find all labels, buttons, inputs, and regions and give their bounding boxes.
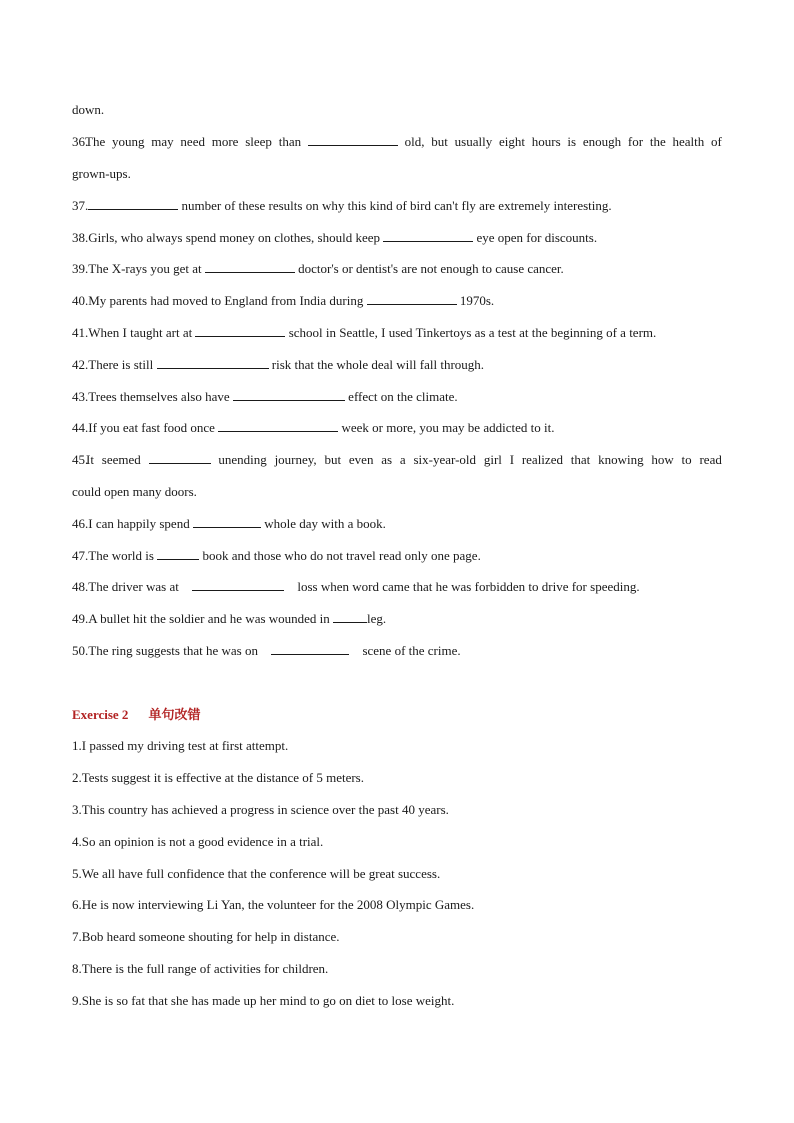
question-48: 48.The driver was at loss when word came that he was forbidden to drive for speeding. [72, 579, 640, 594]
correction-item: 6.He is now interviewing Li Yan, the volunteer for the 2008 Olympic Games. [72, 897, 475, 912]
answer-blank[interactable] [192, 578, 284, 591]
answer-blank[interactable] [233, 388, 345, 401]
exercise-subtitle: 单句改错 [148, 708, 201, 723]
question-47: 47.The world is book and those who do not travel read only one page. [72, 548, 481, 563]
question-39: 39.The X-rays you get at doctor's or dentist's are not enough to cause cancer. [72, 261, 564, 276]
question-49: 49.A bullet hit the soldier and he was wounded in leg. [72, 611, 387, 626]
correction-item: 9.She is so fat that she has made up her mind to go on diet to lose weight. [72, 993, 455, 1008]
question-42: 42.There is still risk that the whole deal will fall through. [72, 357, 485, 372]
continuation-line: down. [72, 102, 105, 117]
section-heading [72, 706, 200, 725]
answer-blank[interactable] [271, 642, 349, 655]
answer-blank[interactable] [333, 610, 367, 623]
question-45: 45. It seemed unending journey, but even as a six-year-old girl I realized that knowing how to read [72, 452, 722, 467]
answer-blank[interactable] [205, 260, 295, 273]
question-46: 46.I can happily spend whole day with a book. [72, 516, 386, 531]
question-50: 50.The ring suggests that he was on scene of the crime. [72, 643, 461, 658]
answer-blank[interactable] [157, 547, 199, 560]
question-41: 41.When I taught art at school in Seattle, I used Tinkertoys as a test at the beginning of a term. [72, 325, 657, 340]
answer-blank[interactable] [383, 229, 473, 242]
answer-blank[interactable] [149, 451, 211, 464]
correction-item: 3.This country has achieved a progress in science over the past 40 years. [72, 802, 449, 817]
correction-item: 5.We all have full confidence that the conference will be great success. [72, 866, 441, 881]
exercise-title: Exercise 2 [72, 707, 129, 722]
question-45-continuation: could open many doors. [72, 484, 197, 499]
correction-item: 7.Bob heard someone shouting for help in distance. [72, 929, 340, 944]
question-40: 40.My parents had moved to England from India during 1970s. [72, 293, 495, 308]
correction-item: 4.So an opinion is not a good evidence in a trial. [72, 834, 324, 849]
question-43: 43.Trees themselves also have effect on the climate. [72, 389, 458, 404]
answer-blank[interactable] [218, 419, 338, 432]
answer-blank[interactable] [308, 133, 398, 146]
question-38: 38.Girls, who always spend money on clothes, should keep eye open for discounts. [72, 230, 598, 245]
question-44: 44.If you eat fast food once week or more, you may be addicted to it. [72, 420, 555, 435]
correction-item: 2.Tests suggest it is effective at the distance of 5 meters. [72, 770, 364, 785]
answer-blank[interactable] [157, 356, 269, 369]
answer-blank[interactable] [88, 197, 178, 210]
correction-item: 1.I passed my driving test at first attempt. [72, 738, 289, 753]
question-37: 37. number of these results on why this kind of bird can't fly are extremely interesting. [72, 198, 612, 213]
answer-blank[interactable] [367, 292, 457, 305]
question-36-continuation: grown-ups. [72, 166, 131, 181]
question-36: 36. The young may need more sleep than old, but usually eight hours is enough for the health of [72, 134, 722, 149]
correction-item: 8.There is the full range of activities for children. [72, 961, 329, 976]
answer-blank[interactable] [195, 324, 285, 337]
answer-blank[interactable] [193, 515, 261, 528]
